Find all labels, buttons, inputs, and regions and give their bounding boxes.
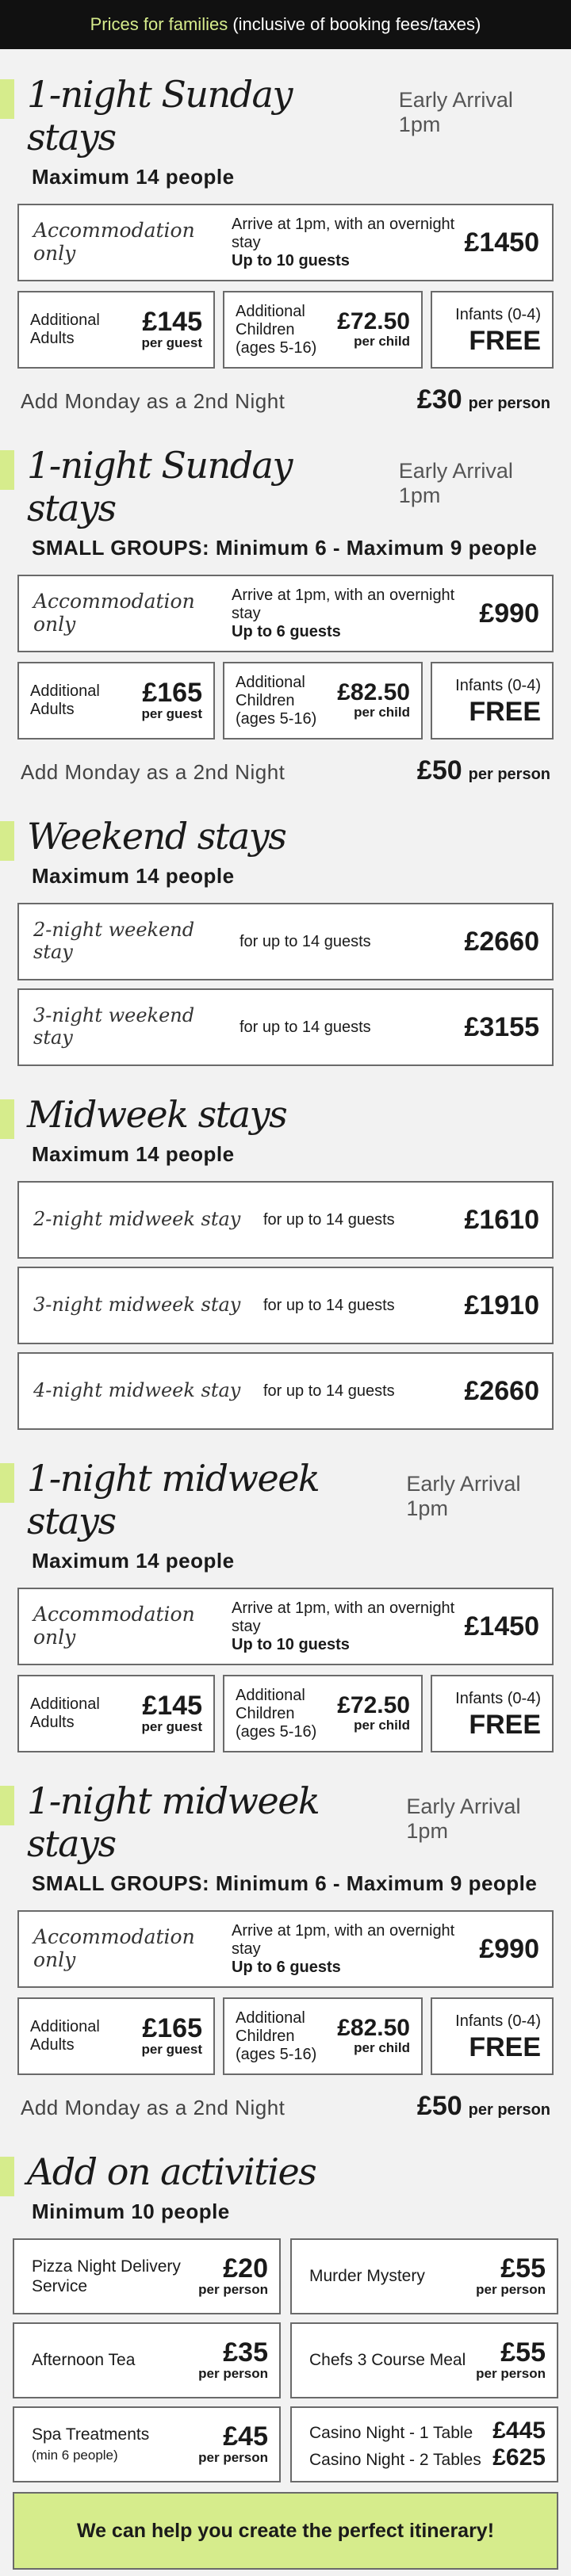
accommodation-card xyxy=(17,1910,554,1988)
extra-price: £72.50 xyxy=(337,308,410,334)
extra-unit: per child xyxy=(354,2040,410,2055)
section-subtitle: SMALL GROUPS: Minimum 6 - Maximum 9 people xyxy=(32,1871,538,1895)
section-subtitle: Maximum 14 people xyxy=(32,864,235,888)
description-line: Arrive at 1pm, with an overnight stay xyxy=(232,1599,455,1635)
section-note: Early Arrival 1pm xyxy=(398,459,513,507)
extras-row xyxy=(17,291,554,369)
accommodation-description xyxy=(224,587,479,641)
addon-price: £50 xyxy=(416,2091,462,2121)
extra-label: Infants (0-4) xyxy=(455,2012,541,2030)
accommodation-card xyxy=(17,575,554,652)
section-heading xyxy=(17,1093,554,1136)
section-title: 1-night midweek stays xyxy=(27,1779,320,1865)
activity-label: Murder Mystery xyxy=(309,2267,425,2286)
extra-unit: per guest xyxy=(141,2042,202,2057)
stay-label: 2-night midweek stay xyxy=(33,1208,241,1231)
section-sunday-small-groups xyxy=(0,444,571,786)
extra-unit: per child xyxy=(354,705,410,720)
extras-row xyxy=(17,1675,554,1752)
accommodation-price: £1450 xyxy=(464,227,539,258)
stay-price: £2660 xyxy=(464,1375,539,1406)
extra-price: £82.50 xyxy=(337,2015,410,2041)
activity-label: Chefs 3 Course Meal xyxy=(309,2351,466,2370)
extra-unit: per guest xyxy=(141,1719,202,1734)
activity-unit: per person xyxy=(198,2282,268,2297)
accommodation-label: Accommodation only xyxy=(33,590,195,636)
addon-unit: per person xyxy=(468,766,550,783)
extra-unit: per child xyxy=(354,1718,410,1733)
extras-row xyxy=(17,1997,554,2075)
extra-price: £72.50 xyxy=(337,1692,410,1718)
activity-label: Afternoon Tea xyxy=(32,2351,136,2370)
section-weekend-stays xyxy=(0,815,571,1066)
extra-unit: per guest xyxy=(141,335,202,350)
extra-label: Additional Children (ages 5-16) xyxy=(236,1686,317,1741)
activity-unit: per person xyxy=(476,2282,546,2297)
stay-card xyxy=(17,1267,554,1344)
second-night-addon xyxy=(17,384,554,415)
stay-label: 3-night weekend stay xyxy=(33,1004,195,1049)
extra-price: £165 xyxy=(142,2013,202,2043)
activity-pizza-night xyxy=(13,2238,281,2314)
stay-guests: for up to 14 guests xyxy=(240,1018,371,1036)
stay-card xyxy=(17,903,554,980)
accommodation-card xyxy=(17,204,554,281)
accommodation-price: £990 xyxy=(479,1933,539,1964)
extra-label: Additional Adults xyxy=(30,2018,100,2054)
extra-label: Additional Children (ages 5-16) xyxy=(236,302,317,357)
accommodation-description xyxy=(224,1599,464,1654)
activity-unit: per person xyxy=(476,2366,546,2381)
accommodation-description xyxy=(224,216,464,270)
section-heading xyxy=(17,2150,558,2193)
accommodation-price: £990 xyxy=(479,598,539,629)
section-note: Early Arrival 1pm xyxy=(398,88,513,136)
stay-card xyxy=(17,988,554,1066)
additional-children-card xyxy=(223,1997,423,2075)
stay-card xyxy=(17,1181,554,1259)
additional-adults-card xyxy=(17,1675,215,1752)
addon-text: Add Monday as a 2nd Night xyxy=(21,760,286,784)
activity-unit: per person xyxy=(198,2450,268,2465)
guest-limit: Up to 10 guests xyxy=(232,1635,350,1653)
section-heading xyxy=(17,73,554,159)
pricing-header-bar xyxy=(0,0,571,49)
extra-unit: per guest xyxy=(141,706,202,721)
accommodation-price: £1450 xyxy=(464,1611,539,1642)
activity-price: £55 xyxy=(500,2337,546,2368)
accommodation-label: Accommodation only xyxy=(33,1603,195,1649)
extra-price: FREE xyxy=(469,325,541,356)
extra-price: £145 xyxy=(142,1691,202,1721)
section-subtitle: Maximum 14 people xyxy=(32,1549,235,1573)
casino-price: £445 xyxy=(492,2417,546,2444)
addon-text: Add Monday as a 2nd Night xyxy=(21,2096,286,2119)
section-heading xyxy=(17,1457,554,1542)
header-accent-text: Prices for families xyxy=(90,14,228,34)
activity-price: £20 xyxy=(223,2253,268,2284)
activity-price: £35 xyxy=(223,2337,268,2368)
activity-label: Pizza Night Delivery Service xyxy=(32,2257,181,2295)
section-note: Early Arrival 1pm xyxy=(406,1794,521,1843)
section-heading xyxy=(17,1779,554,1865)
section-heading xyxy=(17,815,554,858)
extras-row xyxy=(17,662,554,740)
extra-label: Additional Children (ages 5-16) xyxy=(236,2008,317,2063)
infants-card xyxy=(431,1997,554,2075)
spa-note: (min 6 people) xyxy=(32,2448,118,2463)
section-midweek-small-groups xyxy=(0,1779,571,2122)
section-subtitle: Maximum 14 people xyxy=(32,165,235,189)
section-add-on-activities xyxy=(0,2150,571,2570)
stay-guests: for up to 14 guests xyxy=(263,1382,395,1400)
guest-limit: Up to 10 guests xyxy=(232,251,350,269)
additional-adults-card xyxy=(17,1997,215,2075)
extra-label: Additional Adults xyxy=(30,1695,100,1731)
stay-label: 3-night midweek stay xyxy=(33,1294,241,1317)
casino-price: £625 xyxy=(492,2444,546,2471)
stay-guests: for up to 14 guests xyxy=(263,1296,395,1314)
section-sunday-stays xyxy=(0,73,571,415)
activity-spa-treatments xyxy=(13,2406,281,2482)
extra-label: Infants (0-4) xyxy=(455,305,541,323)
extra-label: Additional Children (ages 5-16) xyxy=(236,673,317,728)
infants-card xyxy=(431,291,554,369)
section-title: 1-night Sunday stays xyxy=(27,73,292,159)
additional-adults-card xyxy=(17,662,215,740)
activity-afternoon-tea xyxy=(13,2322,281,2398)
section-title: Midweek stays xyxy=(27,1093,287,1136)
section-subtitle: SMALL GROUPS: Minimum 6 - Maximum 9 people xyxy=(32,536,538,560)
addon-text: Add Monday as a 2nd Night xyxy=(21,389,286,413)
activity-label xyxy=(32,2425,198,2464)
additional-adults-card xyxy=(17,291,215,369)
stay-guests: for up to 14 guests xyxy=(263,1210,395,1229)
second-night-addon xyxy=(17,755,554,786)
spa-label: Spa Treatments xyxy=(32,2425,150,2444)
extra-price: FREE xyxy=(469,696,541,727)
infants-card xyxy=(431,662,554,740)
section-subtitle: Minimum 10 people xyxy=(32,2200,230,2223)
additional-children-card xyxy=(223,662,423,740)
itinerary-cta-banner[interactable]: We can help you create the perfect itinerary! xyxy=(13,2492,558,2570)
activity-murder-mystery xyxy=(290,2238,558,2314)
addon-unit: per person xyxy=(468,395,550,412)
additional-children-card xyxy=(223,1675,423,1752)
second-night-addon xyxy=(17,2091,554,2122)
activity-unit: per person xyxy=(198,2366,268,2381)
extra-price: £145 xyxy=(142,307,202,337)
stay-card xyxy=(17,1352,554,1430)
section-note: Early Arrival 1pm xyxy=(406,1472,521,1520)
stay-label: 4-night midweek stay xyxy=(33,1379,241,1402)
section-title: Add on activities xyxy=(27,2150,316,2193)
addon-price: £30 xyxy=(416,384,462,415)
accommodation-card xyxy=(17,1588,554,1665)
extra-price: £165 xyxy=(142,678,202,708)
extra-price: FREE xyxy=(469,1709,541,1740)
activity-price: £55 xyxy=(500,2253,546,2284)
extra-price: £82.50 xyxy=(337,679,410,705)
extra-label: Additional Adults xyxy=(30,682,100,718)
stay-label: 2-night weekend stay xyxy=(33,919,195,963)
stay-price: £2660 xyxy=(464,926,539,957)
section-title: Weekend stays xyxy=(27,815,286,858)
stay-price: £3155 xyxy=(464,1011,539,1042)
casino-label: Casino Night - 1 Table xyxy=(309,2424,473,2442)
stay-guests: for up to 14 guests xyxy=(240,932,371,950)
activity-casino-night xyxy=(290,2406,558,2482)
extra-price: FREE xyxy=(469,2031,541,2062)
infants-card xyxy=(431,1675,554,1752)
guest-limit: Up to 6 guests xyxy=(232,1958,341,1976)
header-rest-text: (inclusive of booking fees/taxes) xyxy=(228,14,481,34)
extra-unit: per child xyxy=(354,334,410,349)
addon-price: £50 xyxy=(416,755,462,785)
stay-price: £1610 xyxy=(464,1204,539,1235)
description-line: Arrive at 1pm, with an overnight stay xyxy=(232,1921,455,1958)
addon-unit: per person xyxy=(468,2101,550,2119)
section-midweek-stays xyxy=(0,1093,571,1430)
section-midweek-1night xyxy=(0,1457,571,1752)
section-subtitle: Maximum 14 people xyxy=(32,1142,235,1166)
section-title: 1-night midweek stays xyxy=(27,1457,320,1542)
activity-chefs-meal xyxy=(290,2322,558,2398)
guest-limit: Up to 6 guests xyxy=(232,622,341,640)
section-heading xyxy=(17,444,554,529)
activity-price: £45 xyxy=(223,2421,268,2452)
casino-label: Casino Night - 2 Tables xyxy=(309,2451,481,2469)
additional-children-card xyxy=(223,291,423,369)
activities-grid xyxy=(13,2238,558,2482)
description-line: Arrive at 1pm, with an overnight stay xyxy=(232,215,455,251)
accommodation-description xyxy=(224,1922,479,1977)
accommodation-label: Accommodation only xyxy=(33,219,195,265)
extra-label: Infants (0-4) xyxy=(455,1689,541,1707)
extra-label: Additional Adults xyxy=(30,311,100,347)
extra-label: Infants (0-4) xyxy=(455,676,541,694)
description-line: Arrive at 1pm, with an overnight stay xyxy=(232,586,455,622)
accommodation-label: Accommodation only xyxy=(33,1925,195,1971)
stay-price: £1910 xyxy=(464,1290,539,1320)
section-title: 1-night Sunday stays xyxy=(27,444,292,529)
